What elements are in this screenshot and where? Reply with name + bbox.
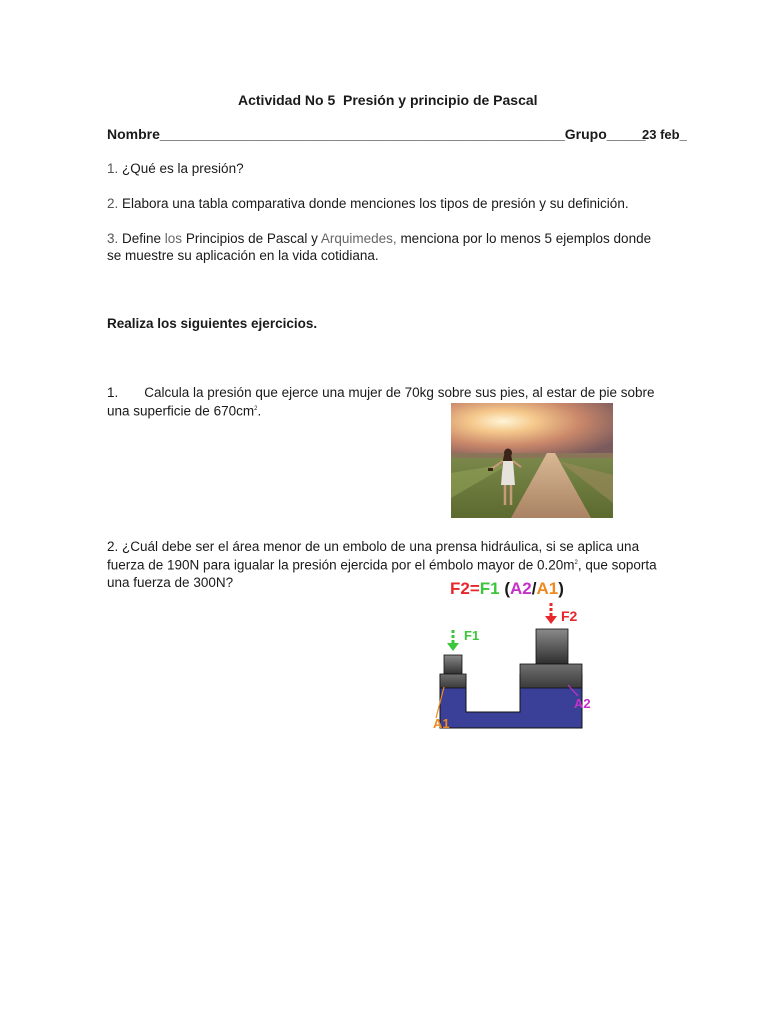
question-3 (107, 230, 667, 264)
date: 23 feb_ (642, 127, 687, 142)
formula-open: ( (499, 579, 511, 598)
question-text: Arquimedes, (320, 231, 397, 246)
question-number: 3. (107, 231, 119, 246)
hydraulic-press-diagram (420, 570, 620, 735)
question-text: menciona por lo menos 5 ejemplos donde se muestre su aplicación en la vida cotidiana. (107, 231, 652, 263)
question-2 (107, 195, 667, 212)
formula-a1: A1 (536, 579, 559, 598)
section-title: Realiza los siguientes ejercicios. (107, 316, 318, 331)
small-piston (444, 655, 462, 675)
formula-f1: F1 (479, 579, 500, 598)
formula-equals: = (469, 579, 480, 598)
exercise-text: 2. ¿Cuál debe ser el área menor de un embolo de una prensa hidráulica, si se aplica una fuerza de 190N para igualar la presión ejercida por el émbolo mayor de 0.20m (107, 539, 640, 573)
question-number: 2. (107, 196, 119, 211)
question-number: 1. (107, 161, 119, 176)
formula-close: ) (558, 579, 564, 598)
question-text: Define (118, 231, 165, 246)
label-a2: A2 (574, 696, 591, 711)
question-text: Elabora una tabla comparativa donde menciones los tipos de presión y su definición. (118, 196, 629, 211)
svg-text:F2=F1 (A2/A1) (450, 579, 564, 598)
exercise-number: 1. (107, 385, 119, 400)
formula-a2: A2 (510, 579, 532, 598)
large-piston (536, 629, 568, 664)
exponent: 2 (254, 406, 258, 412)
page-title: Actividad No 5 Presión y principio de Pascal (238, 92, 538, 108)
exponent: 2 (574, 560, 578, 566)
question-1 (107, 160, 667, 177)
label-a1: A1 (433, 716, 450, 731)
label-f1: F1 (464, 628, 480, 643)
exercise-text: , que soporta una fuerza de 300N? (107, 557, 657, 590)
formula-slash: / (531, 579, 537, 598)
nombre-grupo-line: Nombre____________________________________________________Grupo_____ (107, 126, 646, 142)
question-text: los (164, 231, 183, 246)
woman-on-road-photo (451, 403, 613, 518)
question-text: ¿Qué es la presión? (118, 161, 244, 176)
exercise-text: . (257, 403, 262, 419)
label-f2: F2 (561, 608, 578, 624)
formula-f2: F2 (450, 579, 470, 598)
question-text: Principios de Pascal y (182, 231, 321, 246)
exercise-text: Calcula la presión que ejerce una mujer de 70kg sobre sus pies, al estar de pie sobre una superficie de 670cm (107, 385, 655, 419)
